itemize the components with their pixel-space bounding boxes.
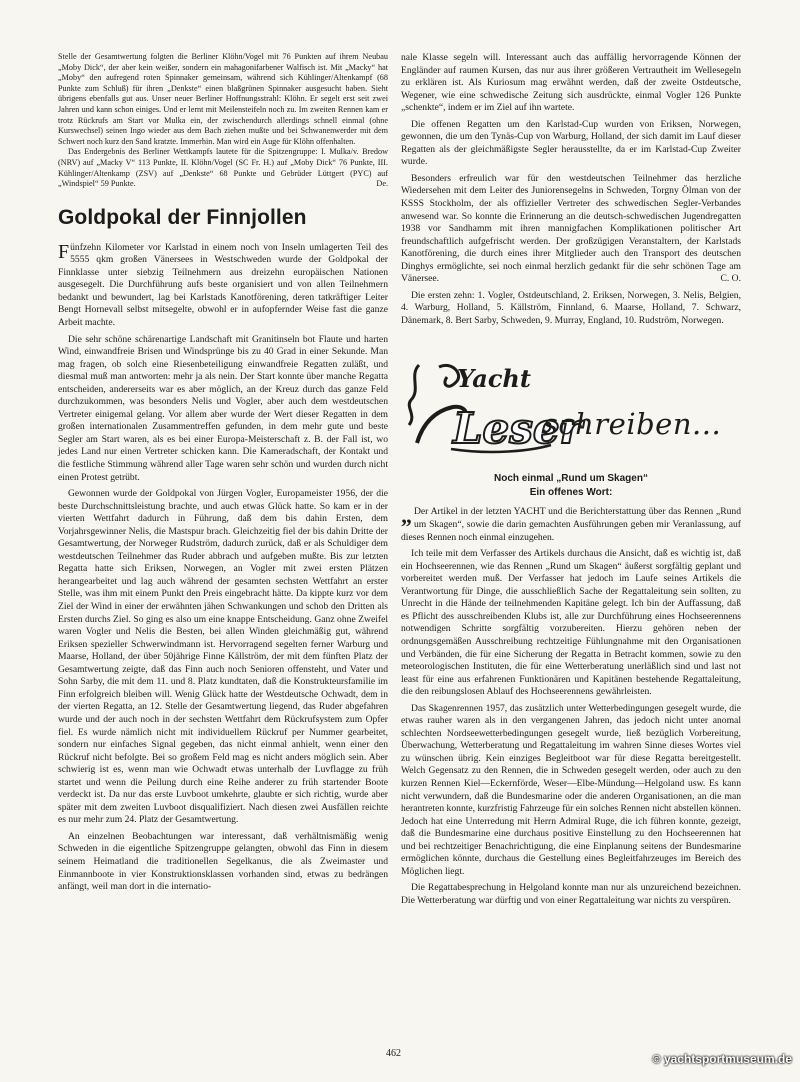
intro-signature: De.: [376, 179, 388, 189]
continued-paragraph-2: Die offenen Regatten um den Karlstad-Cup wurden von Eriksen, Norwegen, gewonnen, die um den Tynäs-Cup von Warburg, Holland, der sich damit im Lauf dieser Regatten als der gleichmäßigste Segler herausstellte, da er im Karlstad-Cup Zweiter wurde.: [401, 118, 741, 168]
letter-subhead-1: Noch einmal „Rund um Skagen“: [494, 473, 648, 485]
article-headline: Goldpokal der Finnjollen: [58, 205, 307, 229]
article-paragraph-3: Gewonnen wurde der Goldpokal von Jürgen Vogler, Europameister 1956, der die beste Durchschnittsleistung brachte, und auch etwas Glück hatte. So kam er in der vierten Wettfahrt dadurch in Führung, daß dem bis dahin Ersten, dem Vorjahrsgewinner Nelis, die Mastspur brach. Gleichzeitig fiel der bis dahin Dritte der Gesamtwertung, der Norweger Rudström, dadurch zurück, daß er als Schuldiger dem westdeutschen Teilnehmer das Ruder abbrach und aufgeben mußte. Bis zur letzten Regatta hatte sich Eriksen, Norwegen, an Vogler mit zwei ersten Plätzen herangearbeitet und lag auch während der gesamten sechsten Wettfahrt an erster Stelle, was ihm mit einem Punkt den Preis eingebracht hätte. Da kippte kurz vor dem Ziel der Wind in einer der erwähnten jähen Schwankungen und schob den Dritten als Ersten durchs Ziel. So ging es also um eine knappe Entscheidung. Ganz ohne Zweifel waren Vogler und Nelis die Besten, bei allen Winden gleichmäßig gut, während Eriksen spezieller Schwerwindmann ist. Hervorragend segelten ferner Warburg und Maarse, Holland, der über 50jährige Finne Källström, der mit dem fünften Platz der Gesamtwertung zeigte, daß das Finn auch noch Senioren offensteht, und Vater und Sohn Sarby, die mit dem 11. und 8. Platz kundtaten, daß die Konstrukteursfamilie im Finn erfolgreich bleiben will. Wenig Glück hatte der Westdeutsche Ochwadt, dem in der vierten Regatta, an 12. Stelle der Gesamtwertung liegend, das Ruder abgefahren wurde und der auch noch in der sechsten Wettfahrt dem Rückrufsystem zum Opfer fiel. Es wurde nämlich nicht mit individuellem Rückruf per Nummer gearbeitet, sondern nur einfaches Signal gegeben, das nicht einmal anhielt, wenn einer den Rückruf nicht befolgte. Bei so großem Feld mag es nicht anders möglich sein. Aber schwierig ist es, wenn man wie Ochwadt etwas unterhalb der Luvflagge zu früh startet und wenn die Peilung durch eine Reihe anderer zu früh startender Boote verdeckt ist. Da nur das erste Luvboot umkehrte, glaubte er sich richtig, wurde aber später mit dem zweiten Luvboot disqualifiziert. Nach diesen zwei Ausfällen reichte es nur mehr zum 24. Platz der Gesamtwertung.: [58, 488, 388, 826]
leser-schreiben-logo: [401, 345, 741, 470]
article-paragraph-2: Die sehr schöne schärenartige Landschaft mit Granitinseln bot Flaute und harten Wind, einwandfreie Brisen und Windsprünge bis zu 40 Grad in einer Sekunde. Man mag fragen, ob solch eine Riesenbeteiligung einwandfreie Regatten zuläßt, und diesmal muß man antworten: mehr ja als nein. Der Start konnte über manche Regatta entscheiden, andererseits war es aber möglich, an der Kreuz durch das ganze Feld durchzukommen, was besonders Nelis und Vogler, aber auch dem westdeutschen Vertreter einigemal gelang. Vor allem aber wurde der Wert dieser Regatten in dem großen internationalen Zusammentreffen gefunden, in dem mehr gute und beste Segler am Start waren, als es bei einer Europa-Meisterschaft z. B. der Fall ist, wo jedes Land nur einen Vertreter schicken kann. Die Kameradschaft, der Kontakt und die festliche Stimmung während aller Tage waren sehr schön und wurden durch nicht einen Protest getrübt.: [58, 333, 388, 483]
opening-quote: „: [401, 503, 412, 529]
logo-schreiben-text: schreiben...: [543, 407, 722, 442]
article-paragraph-1: Fünfzehn Kilometer vor Karlstad in einem noch von Inseln umlagerten Teil des 5555 qkm großen Vänersees in Westschweden wurde der Goldpokal der Finnklasse unter siebzig Teilnehmern aus dreizehn europäischen Nationen ausgesegelt. Die Durchführung aufs beste organisiert und von allen Teilnehmern bedankt und bewundert, lag bei Karlstads Kanotförening, deren tatkräftiger Leiter Bengt Hornevall selbst mitsegelte, obwohl er in aufopfernder Weise fast die ganze Arbeit machte.: [58, 240, 388, 328]
logo-yacht-text: Yacht: [457, 364, 531, 394]
logo-leser-text: Leser: [453, 404, 582, 454]
drop-cap: F: [58, 240, 70, 263]
copyright-icon: ©: [652, 1054, 661, 1066]
letter-paragraph-2: Ich teile mit dem Verfasser des Artikels durchaus die Ansicht, daß es wichtig ist, daß ein Hochseerennen, wie das Rennen „Rund um Skagen“ äußerst sorgfältig geplant und vorbereitet werden muß. Der Verfasser hat jedoch im Laufe seines Artikels die Verantwortung für Dinge, die ausschließlich Sache der Regattaleitung sein sollten, zu Unrecht in die Hände der teilnehmenden Kapitäne gelegt. Ich bin der Auffassung, daß es Pflicht des ausschreibenden Klubs ist, alle zur Durchführung eines Hochseerennens notwendigen Schritte sorgfältig vorzubereiten. Hierzu gehören neben der ordnungsgemäßen Ausschreibung rechtzeitige Fühlungnahme mit den Organisationen und Verbänden, die für eine Sicherung der Regatta in Betracht kommen, sowie zu den meteorologischen Instituten, die für eine Wetterberatung unerläßlich sind und last not least für eine aus erfahrenen Funktionären und Kapitänen bestehende Regattaleitung, die den reibungslosen Ablauf des Hochseerennens gewährleisten.: [401, 548, 741, 698]
right-column: [401, 52, 741, 907]
continued-paragraph-1: nale Klasse segeln will. Interessant auch das auffällig hervorragende Können der Engländer auf raumen Kursen, das nur aus ihrer größeren Vertrautheit im Wellesegeln zu erklären ist. Als Kuriosum mag erwähnt werden, daß der zweite Ostdeutsche, Wegener, wie eine schwedische Zeitung sich ausdrückte, einmal Vogler 126 Punkte „schenkte“, indem er im Ziel auf ihn wartete.: [401, 52, 741, 114]
intro-paragraph-2: Das Endergebnis des Berliner Wettkampfs lautete für die Spitzengruppe: I. Mulka/v. Bredow (NRV) auf „Macky V“ 113 Punkte, II. Klöhn/Vogel (SC Fr. H.) auf „Moby Dick“ 76 Punkte, III. Kühlinger/Altenkamp (ZSV) auf „Denkste“ 68 Punkte und Gebrüder Lüttgert (PYC) auf „Windspiel“ 59 Punkte. De.: [58, 147, 388, 189]
left-column: [58, 52, 388, 894]
page-number: 462: [386, 1048, 401, 1059]
letter-paragraph-4: Die Regattabesprechung in Helgoland konnte man nur als unzureichend bezeichnen. Die Wetterberatung war dürftig und von einer Regattaleitung war nichts zu verspüren.: [401, 882, 741, 906]
letter-paragraph-3: Das Skagenrennen 1957, das zusätzlich unter Wetterbedingungen gesegelt wurde, die etwas rauher waren als in den vergangenen Jahren, das jedoch nicht unter anomal schlechten Nordseewetterbedingungen gesegelt wurde, ließ bezüglich Vorbereitung, Überwachung, Wetterberatung und Regattaleitung im wahren Sinne dieses Wortes viel zu wünschen übrig. Kein einziges Begleitboot war für diese Regatta bereitgestellt. Welch Gegensatz zu den Rennen, die in Schweden gesegelt werden, oder auch zu den kurzen Rennen Kiel—Eckernförde, Weser—Elbe-Mündung—Helgoland usw. Es kann nicht verwundern, daß die Bundesmarine oder die anderen Organisationen, an die man herantreten konnte, kurzfristig Fahrzeuge für ein solches Rennen nicht abstellen können. Jedoch hat eine Unterredung mit Herrn Admiral Ruge, die ich führen konnte, gezeigt, daß die Bundesmarine eine durchaus positive Einstellung zu den Hochseerennen hat und bei rechtzeitiger Benachrichtigung, die eine Einplanung seitens der Bundesmarine ermöglichen könnte, durchaus die Gestellung eines Begleitfahrzeuges im Bereich des Möglichen liegt.: [401, 702, 741, 877]
article-signature: C. O.: [720, 273, 741, 285]
source-watermark: © yachtsportmuseum.de: [652, 1052, 792, 1066]
article-paragraph-4: An einzelnen Beobachtungen war interessant, daß verhältnismäßig wenig Schweden in die eigentliche Spitzengruppe gelangten, obwohl das Finn in diesem seinem Heimatland die traditionellen Segelkanus, die als Zweimaster und Einmannboote in vier Konstruktionsklassen vorhanden sind, etwas zu bedrängen anfängt, weil man dort in die internatio-: [58, 830, 388, 893]
intro-paragraph-1: Stelle der Gesamtwertung folgten die Berliner Klöhn/Vogel mit 76 Punkten auf ihrem Neubau „Moby Dick“, der aber kein weißer, sondern ein mahagonifarbener Walfisch ist. Mit „Macky“ hat „Moby“ den aufregend roten Spinnaker gemeinsam, während sich Kühlinger/Altenkampf (68 Punkte zum Schluß) für ihren „Denkste“ einen blaßgrünen Spinnaker ausgesucht haben. Sieht übrigens ebenfalls gut aus. Unser neuer Berliner Hoffnungsstrahl: Klöhn. Er segelt erst seit zwei Jahren und kann schon einiges. Und er lernt mit Meilensteifeln noch zu. Im zweiten Rennen kam er trotz Rückrufs am Start vor Mulka ein, der zwischendurch allerdings schnell einmal (ohne Kurswechsel) seinen Ingo wieder aus dem Bach ziehen mußte und bei Schwanenwerder mit dem Schwert noch kurz den Sand kratzte. Immerhin. Man wird ein Auge für Klöhn offenhalten.: [58, 52, 388, 146]
letter-subhead-2: Ein offenes Wort:: [529, 487, 613, 499]
results-list: Die ersten zehn: 1. Vogler, Ostdeutschland, 2. Eriksen, Norwegen, 3. Nelis, Belgien, 4. Warburg, Holland, 5. Källström, Finnland, 6. Maarse, Holland, 7. Schwarz, Dänemark, 8. Bert Sarby, Schweden, 9. Murray, England, 10. Rudström, Norwegen.: [401, 289, 741, 326]
continued-paragraph-3: Besonders erfreulich war für den westdeutschen Teilnehmer das herzliche Wiedersehen mit dem Leiter des Juniorensegelns in Schweden, Torgny Ölman von der KSSS Stockholm, der als offizieller Vertreter des schwedischen Segler-Verbandes anwesend war. So konnte die Erinnerung an die deutsch-schwedischen Jugendregatten 1938 vor Sandhamm mit ihren mannigfachen Komplikationen politischer Art freundschaftlich aufgefrischt werden. Der großzügigen Veranstaltern, der Karlstads Kanotförening, die durch eines ihrer Mitglieder auch den Transport des deutschen Dinghys ermöglichte, sei noch einmal herzlich gedankt für die sehr schönen Tage am Vänersee. C. O.: [401, 172, 741, 285]
letter-paragraph-1: „ Der Artikel in der letzten YACHT und die Berichterstattung über das Rennen „Rund um Skagen“, sowie die darin gemachten Ausführungen geben mir Veranlassung, auf dieses Rennen noch einmal einzugehen.: [401, 503, 741, 543]
